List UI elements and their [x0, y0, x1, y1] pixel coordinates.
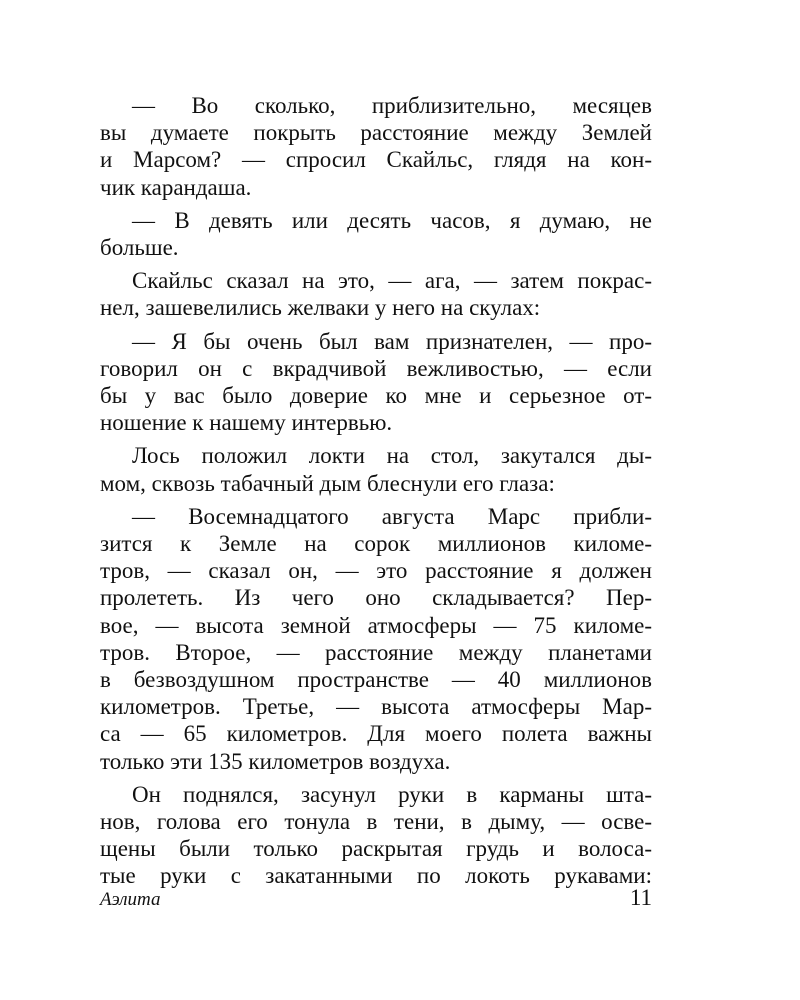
- page-footer: [100, 885, 652, 915]
- text-line: — Восемнадцатого августа Марс прибли-: [132, 503, 652, 529]
- text-line: тые руки с закатанными по локоть рукавами:: [100, 863, 652, 889]
- text-line: нов, голова его тонула в тени, в дыму, — осве-: [100, 809, 652, 835]
- text-line: тров, — сказал он, — это расстояние я должен: [100, 558, 652, 584]
- paragraph: [100, 781, 652, 890]
- text-line: говорил он с вкрадчивой вежливостью, — если: [100, 355, 652, 381]
- text-line: и Марсом? — спросил Скайльс, глядя на кон-: [100, 147, 652, 173]
- page-number: 11: [629, 885, 652, 910]
- paragraph: [100, 503, 652, 775]
- paragraph: [100, 267, 652, 321]
- text-line: мом, сквозь табачный дым блеснули его глаза:: [100, 470, 555, 496]
- text-line: больше.: [100, 235, 179, 261]
- text-line: километров. Третье, — высота атмосферы Мар-: [100, 694, 652, 720]
- text-line: только эти 135 километров воздуха.: [100, 748, 451, 774]
- paragraph: [100, 207, 652, 261]
- text-line: ношение к нашему интервью.: [100, 410, 393, 436]
- book-page: [100, 92, 652, 912]
- text-line: тров. Второе, — расстояние между планетами: [100, 639, 652, 665]
- text-line: Скайльс сказал на это, — ага, — затем покрас-: [132, 268, 652, 294]
- body-text: [100, 92, 652, 890]
- text-line: вое, — высота земной атмосферы — 75 киломе-: [100, 612, 652, 638]
- running-title: Аэлита: [100, 889, 161, 910]
- text-line: бы у вас было доверие ко мне и серьезное от-: [100, 383, 652, 409]
- text-line: — В девять или десять часов, я думаю, не: [132, 207, 652, 233]
- text-line: — Я бы очень был вам признателен, — про-: [132, 328, 652, 354]
- paragraph: [100, 92, 652, 201]
- paragraph: [100, 442, 652, 496]
- text-line: — Во сколько, приблизительно, месяцев: [132, 93, 652, 118]
- text-line: зится к Земле на сорок миллионов киломе-: [100, 531, 652, 557]
- text-line: чик карандаша.: [100, 174, 252, 200]
- text-line: в безвоздушном пространстве — 40 миллионов: [100, 667, 652, 693]
- text-line: пролететь. Из чего оно складывается? Пер-: [100, 585, 652, 611]
- text-line: Лось положил локти на стол, закутался ды-: [132, 443, 652, 469]
- text-line: са — 65 километров. Для моего полета важны: [100, 721, 652, 747]
- text-line: Он поднялся, засунул руки в карманы шта-: [132, 781, 652, 807]
- paragraph: [100, 328, 652, 437]
- text-line: вы думаете покрыть расстояние между Землей: [100, 120, 652, 146]
- text-line: нел, зашевелились желваки у него на скулах:: [100, 295, 541, 321]
- text-line: щены были только раскрытая грудь и волоса-: [100, 836, 652, 862]
